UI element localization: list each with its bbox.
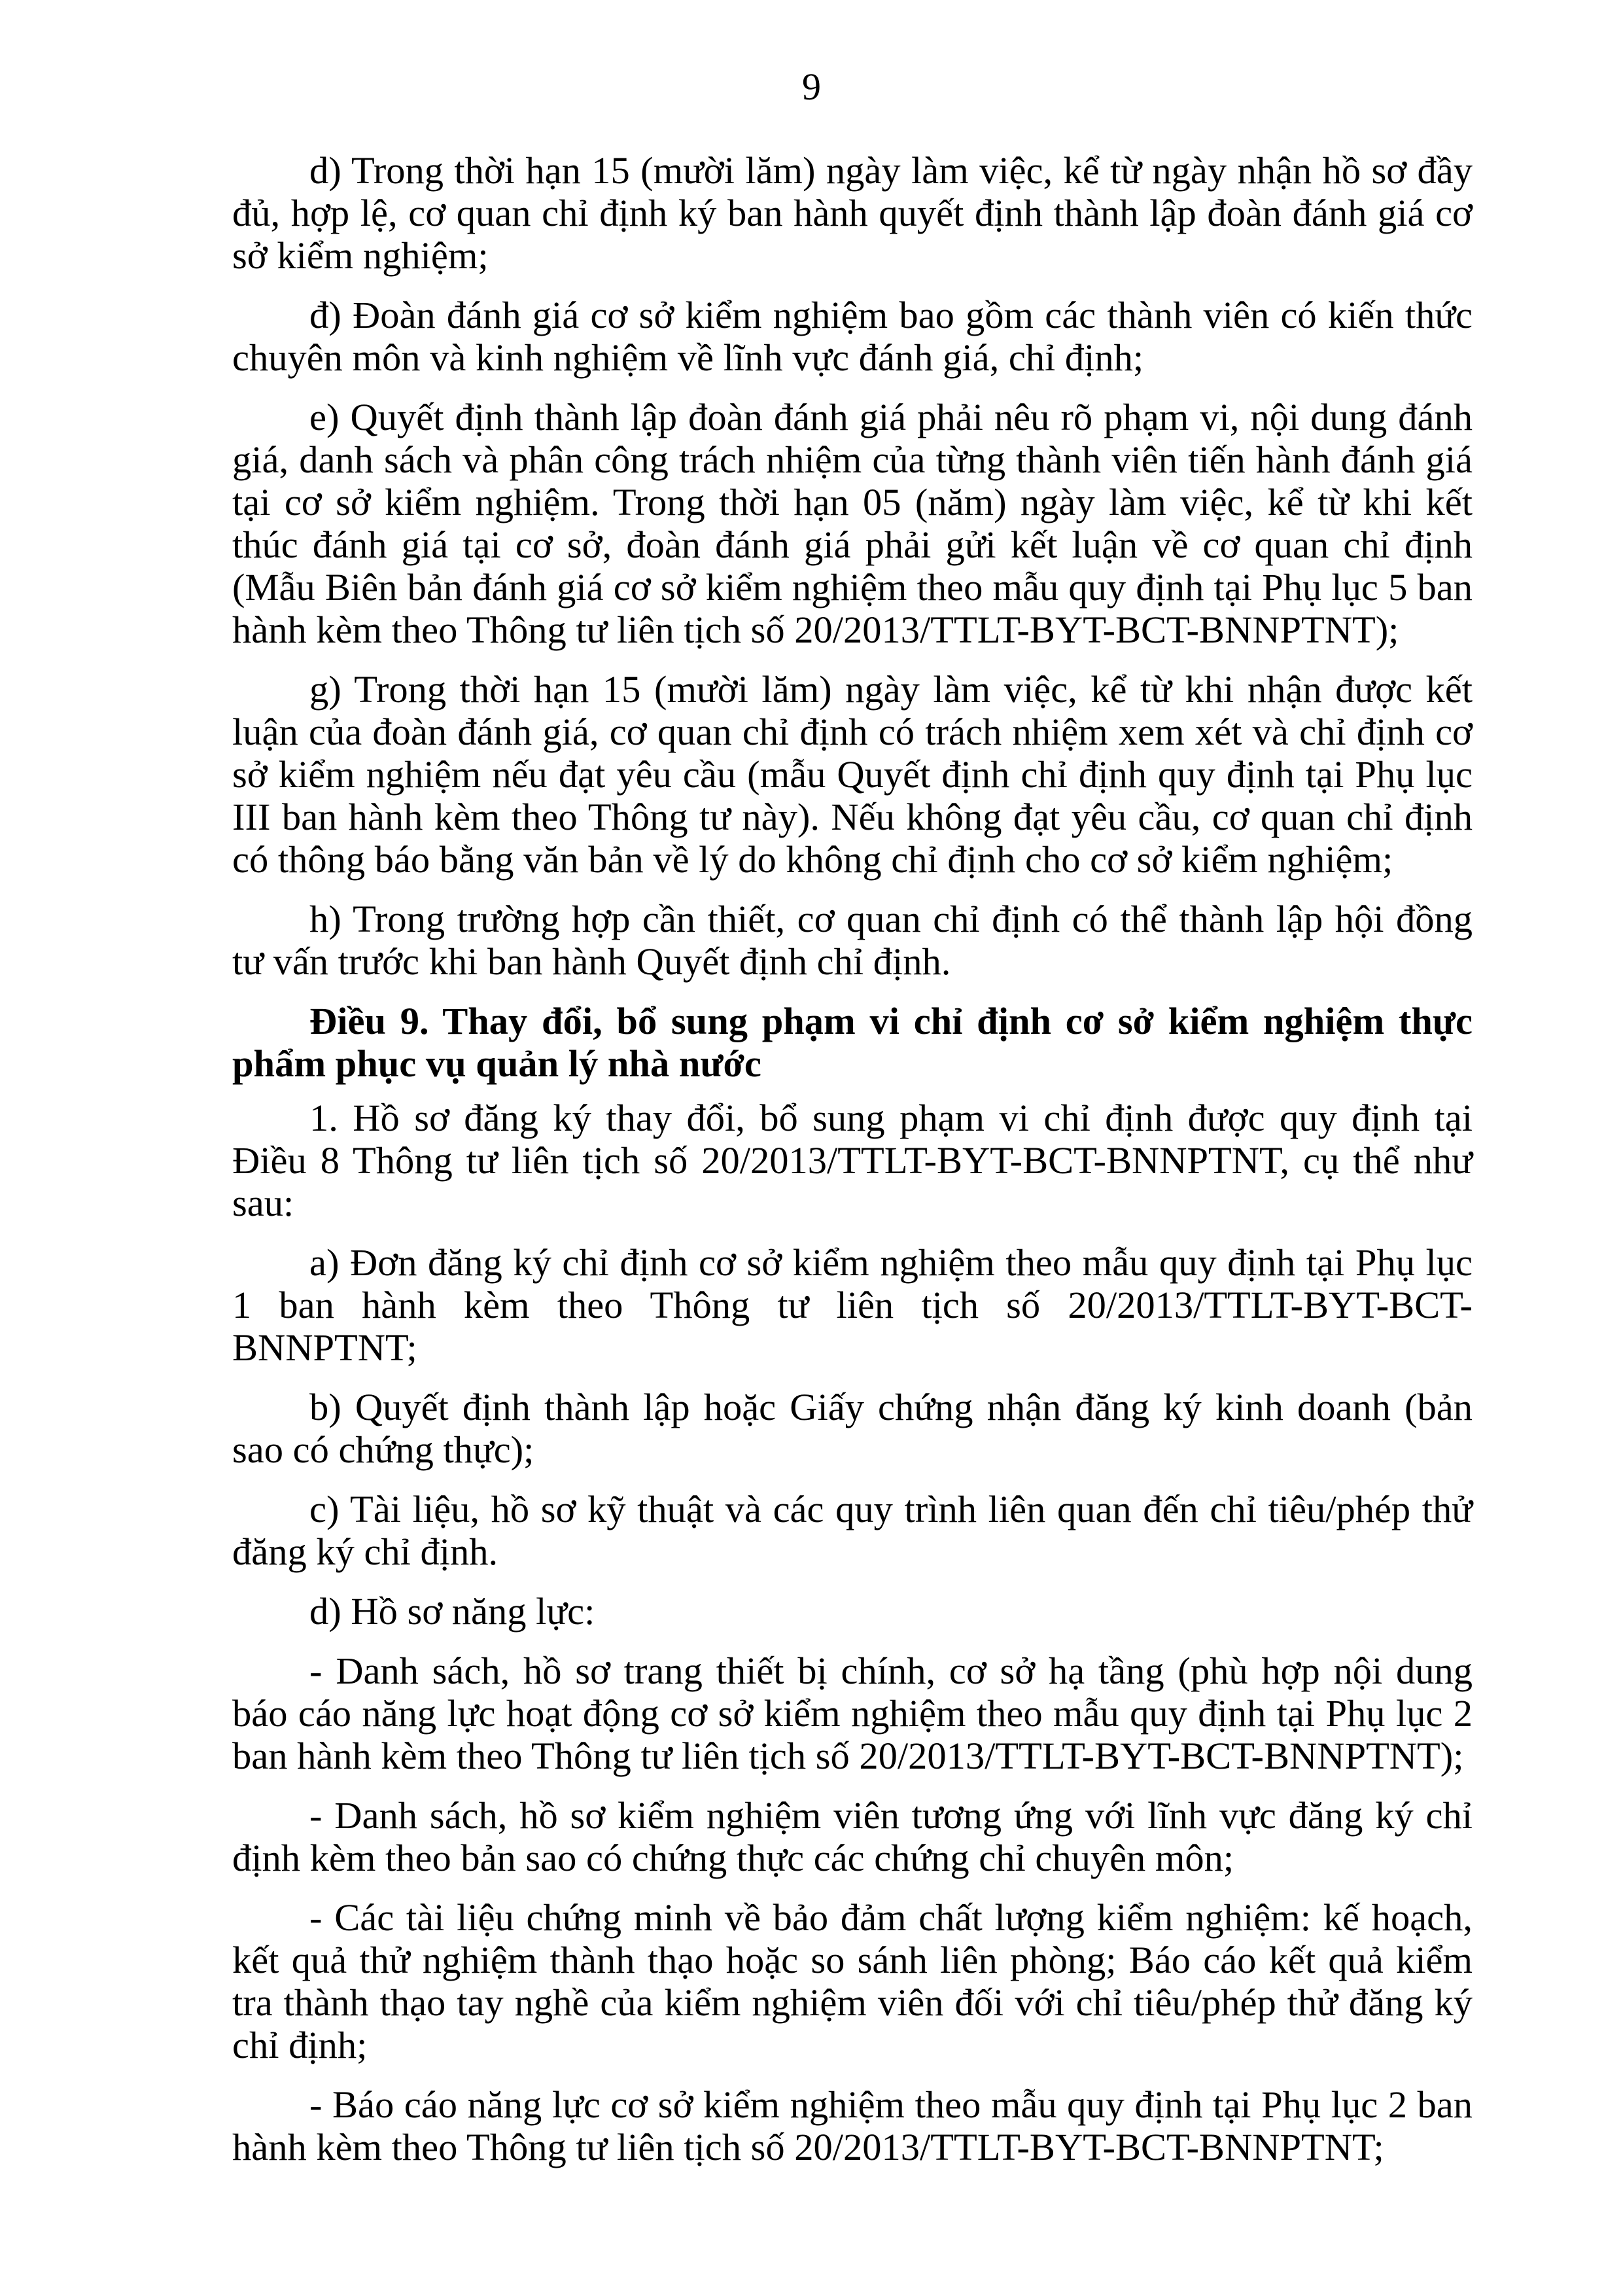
paragraph-b-establishment-decision: b) Quyết định thành lập hoặc Giấy chứng nhận đăng ký kinh doanh (bản sao có chứng thực);	[232, 1386, 1473, 1471]
paragraph-dd-team-members: đ) Đoàn đánh giá cơ sở kiểm nghiệm bao gồm các thành viên có kiến thức chuyên môn và kinh nghiệm về lĩnh vực đánh giá, chỉ định;	[232, 294, 1473, 379]
document-body	[232, 149, 1473, 2185]
paragraph-e-decision-scope: e) Quyết định thành lập đoàn đánh giá phải nêu rõ phạm vi, nội dung đánh giá, danh sách và phân công trách nhiệm của từng thành viên tiến hành đánh giá tại cơ sở kiểm nghiệm. Trong thời hạn 05 (năm) ngày làm việc, kể từ khi kết thúc đánh giá tại cơ sở, đoàn đánh giá phải gửi kết luận về cơ quan chỉ định (Mẫu Biên bản đánh giá cơ sở kiểm nghiệm theo mẫu quy định tại Phụ lục 5 ban hành kèm theo Thông tư liên tịch số 20/2013/TTLT-BYT-BCT-BNNPTNT);	[232, 396, 1473, 651]
paragraph-h-advisory-council: h) Trong trường hợp cần thiết, cơ quan chỉ định có thể thành lập hội đồng tư vấn trước khi ban hành Quyết định chỉ định.	[232, 898, 1473, 983]
paragraph-d-appraisal-team-decision: d) Trong thời hạn 15 (mười lăm) ngày làm việc, kể từ ngày nhận hồ sơ đầy đủ, hợp lệ, cơ quan chỉ định ký ban hành quyết định thành lập đoàn đánh giá cơ sở kiểm nghiệm;	[232, 149, 1473, 277]
paragraph-1-dossier: 1. Hồ sơ đăng ký thay đổi, bổ sung phạm vi chỉ định được quy định tại Điều 8 Thông tư liên tịch số 20/2013/TTLT-BYT-BCT-BNNPTNT, cụ thể như sau:	[232, 1097, 1473, 1224]
bullet-tester-list: - Danh sách, hồ sơ kiểm nghiệm viên tương ứng với lĩnh vực đăng ký chỉ định kèm theo bản sao có chứng thực các chứng chỉ chuyên môn;	[232, 1794, 1473, 1879]
paragraph-d-capacity-dossier: d) Hồ sơ năng lực:	[309, 1590, 595, 1633]
bullet-quality-assurance: - Các tài liệu chứng minh về bảo đảm chất lượng kiểm nghiệm: kế hoạch, kết quả thử nghiệm thành thạo hoặc so sánh liên phòng; Báo cáo kết quả kiểm tra thành thạo tay nghề của kiểm nghiệm viên đối với chỉ tiêu/phép thử đăng ký chỉ định;	[232, 1896, 1473, 2066]
paragraph-g-designation-review: g) Trong thời hạn 15 (mười lăm) ngày làm việc, kể từ khi nhận được kết luận của đoàn đánh giá, cơ quan chỉ định có trách nhiệm xem xét và chỉ định cơ sở kiểm nghiệm nếu đạt yêu cầu (mẫu Quyết định chỉ định quy định tại Phụ lục III ban hành kèm theo Thông tư này). Nếu không đạt yêu cầu, cơ quan chỉ định có thông báo bằng văn bản về lý do không chỉ định cho cơ sở kiểm nghiệm;	[232, 668, 1473, 881]
bullet-equipment-list: - Danh sách, hồ sơ trang thiết bị chính, cơ sở hạ tầng (phù hợp nội dung báo cáo năng lực hoạt động cơ sở kiểm nghiệm theo mẫu quy định tại Phụ lục 2 ban hành kèm theo Thông tư liên tịch số 20/2013/TTLT-BYT-BCT-BNNPTNT);	[232, 1650, 1473, 1777]
bullet-capacity-report: - Báo cáo năng lực cơ sở kiểm nghiệm theo mẫu quy định tại Phụ lục 2 ban hành kèm theo Thông tư liên tịch số 20/2013/TTLT-BYT-BCT-BNNPTNT;	[232, 2083, 1473, 2168]
paragraph-a-application-form: a) Đơn đăng ký chỉ định cơ sở kiểm nghiệm theo mẫu quy định tại Phụ lục 1 ban hành kèm theo Thông tư liên tịch số 20/2013/TTLT-BYT-BCT-BNNPTNT;	[232, 1241, 1473, 1369]
article-9-heading: Điều 9. Thay đổi, bổ sung phạm vi chỉ định cơ sở kiểm nghiệm thực phẩm phục vụ quản lý nhà nước	[232, 1000, 1473, 1085]
page-number: 9	[802, 65, 821, 108]
paragraph-c-technical-documents: c) Tài liệu, hồ sơ kỹ thuật và các quy trình liên quan đến chỉ tiêu/phép thử đăng ký chỉ định.	[232, 1488, 1473, 1573]
